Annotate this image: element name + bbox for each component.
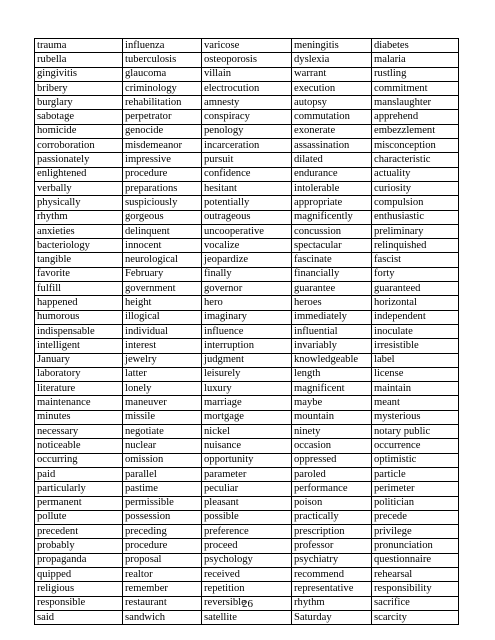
table-cell: optimistic bbox=[372, 453, 459, 467]
table-cell: pursuit bbox=[202, 153, 292, 167]
table-row bbox=[35, 553, 459, 567]
table-cell: pleasant bbox=[202, 496, 292, 510]
table-cell: corroboration bbox=[35, 139, 123, 153]
table-cell: suspiciously bbox=[123, 196, 202, 210]
table-cell: meant bbox=[372, 396, 459, 410]
table-cell: particle bbox=[372, 467, 459, 481]
table-cell: rehearsal bbox=[372, 567, 459, 581]
table-cell: humorous bbox=[35, 310, 123, 324]
table-cell: endurance bbox=[292, 167, 372, 181]
table-cell: occasion bbox=[292, 439, 372, 453]
table-cell: imaginary bbox=[202, 310, 292, 324]
table-cell: criminology bbox=[123, 81, 202, 95]
table-cell: restaurant bbox=[123, 596, 202, 610]
table-row bbox=[35, 453, 459, 467]
table-row bbox=[35, 382, 459, 396]
table-row bbox=[35, 353, 459, 367]
table-cell: irresistible bbox=[372, 339, 459, 353]
table-cell: rhythm bbox=[35, 210, 123, 224]
table-cell: preliminary bbox=[372, 224, 459, 238]
table-cell: permanent bbox=[35, 496, 123, 510]
table-cell: confidence bbox=[202, 167, 292, 181]
table-cell: independent bbox=[372, 310, 459, 324]
table-cell: literature bbox=[35, 382, 123, 396]
page-number: 26 bbox=[242, 598, 253, 610]
table-cell: incarceration bbox=[202, 139, 292, 153]
table-cell: outrageous bbox=[202, 210, 292, 224]
table-cell: illogical bbox=[123, 310, 202, 324]
table-cell: malaria bbox=[372, 53, 459, 67]
table-cell: preference bbox=[202, 525, 292, 539]
table-cell: delinquent bbox=[123, 224, 202, 238]
table-cell: opportunity bbox=[202, 453, 292, 467]
table-cell: magnificently bbox=[292, 210, 372, 224]
table-cell: influenza bbox=[123, 39, 202, 53]
table-cell: dilated bbox=[292, 153, 372, 167]
table-cell: characteristic bbox=[372, 153, 459, 167]
table-cell: invariably bbox=[292, 339, 372, 353]
table-row bbox=[35, 425, 459, 439]
table-cell: propaganda bbox=[35, 553, 123, 567]
table-cell: nuisance bbox=[202, 439, 292, 453]
table-cell: sandwich bbox=[123, 610, 202, 624]
table-cell: commutation bbox=[292, 110, 372, 124]
table-cell: embezzlement bbox=[372, 124, 459, 138]
table-row bbox=[35, 582, 459, 596]
table-row bbox=[35, 324, 459, 338]
table-cell: rubella bbox=[35, 53, 123, 67]
table-cell: prescription bbox=[292, 525, 372, 539]
table-cell: appropriate bbox=[292, 196, 372, 210]
table-cell: perpetrator bbox=[123, 110, 202, 124]
table-cell: judgment bbox=[202, 353, 292, 367]
table-cell: possible bbox=[202, 510, 292, 524]
table-cell: sabotage bbox=[35, 110, 123, 124]
table-cell: preparations bbox=[123, 181, 202, 195]
table-cell: penology bbox=[202, 124, 292, 138]
table-row bbox=[35, 410, 459, 424]
table-row bbox=[35, 139, 459, 153]
table-row bbox=[35, 339, 459, 353]
table-cell: recommend bbox=[292, 567, 372, 581]
table-cell: homicide bbox=[35, 124, 123, 138]
table-cell: license bbox=[372, 367, 459, 381]
table-cell: responsibility bbox=[372, 582, 459, 596]
table-cell: neurological bbox=[123, 253, 202, 267]
table-cell: representative bbox=[292, 582, 372, 596]
table-cell: warrant bbox=[292, 67, 372, 81]
table-cell: misconception bbox=[372, 139, 459, 153]
table-row bbox=[35, 396, 459, 410]
table-cell: hero bbox=[202, 296, 292, 310]
table-cell: guaranteed bbox=[372, 282, 459, 296]
table-cell: politician bbox=[372, 496, 459, 510]
table-cell: finally bbox=[202, 267, 292, 281]
table-cell: professor bbox=[292, 539, 372, 553]
table-cell: fascist bbox=[372, 253, 459, 267]
table-cell: scarcity bbox=[372, 610, 459, 624]
table-cell: proceed bbox=[202, 539, 292, 553]
table-row bbox=[35, 467, 459, 481]
table-cell: latter bbox=[123, 367, 202, 381]
table-cell: autopsy bbox=[292, 96, 372, 110]
table-cell: influential bbox=[292, 324, 372, 338]
table-row bbox=[35, 224, 459, 238]
table-cell: occurrence bbox=[372, 439, 459, 453]
table-cell: satellite bbox=[202, 610, 292, 624]
table-cell: magnificent bbox=[292, 382, 372, 396]
table-cell: favorite bbox=[35, 267, 123, 281]
table-row bbox=[35, 525, 459, 539]
table-cell: pronunciation bbox=[372, 539, 459, 553]
word-table-body bbox=[35, 39, 459, 625]
table-cell: said bbox=[35, 610, 123, 624]
table-cell: enthusiastic bbox=[372, 210, 459, 224]
table-row bbox=[35, 482, 459, 496]
table-row bbox=[35, 196, 459, 210]
table-cell: Saturday bbox=[292, 610, 372, 624]
table-row bbox=[35, 81, 459, 95]
table-cell: interest bbox=[123, 339, 202, 353]
table-cell: burglary bbox=[35, 96, 123, 110]
table-cell: maybe bbox=[292, 396, 372, 410]
table-row bbox=[35, 253, 459, 267]
table-cell: intelligent bbox=[35, 339, 123, 353]
table-row bbox=[35, 67, 459, 81]
table-cell: laboratory bbox=[35, 367, 123, 381]
table-row bbox=[35, 610, 459, 624]
table-cell: uncooperative bbox=[202, 224, 292, 238]
table-row bbox=[35, 53, 459, 67]
table-cell: pollute bbox=[35, 510, 123, 524]
table-cell: indispensable bbox=[35, 324, 123, 338]
table-row bbox=[35, 181, 459, 195]
table-cell: performance bbox=[292, 482, 372, 496]
table-cell: influence bbox=[202, 324, 292, 338]
table-row bbox=[35, 439, 459, 453]
table-cell: electrocution bbox=[202, 81, 292, 95]
table-row bbox=[35, 153, 459, 167]
table-cell: leisurely bbox=[202, 367, 292, 381]
table-cell: maintenance bbox=[35, 396, 123, 410]
table-cell: perimeter bbox=[372, 482, 459, 496]
table-row bbox=[35, 567, 459, 581]
table-cell: probably bbox=[35, 539, 123, 553]
table-cell: individual bbox=[123, 324, 202, 338]
table-cell: quipped bbox=[35, 567, 123, 581]
table-cell: verbally bbox=[35, 181, 123, 195]
table-row bbox=[35, 282, 459, 296]
table-cell: passionately bbox=[35, 153, 123, 167]
table-cell: happened bbox=[35, 296, 123, 310]
table-cell: nickel bbox=[202, 425, 292, 439]
table-cell: realtor bbox=[123, 567, 202, 581]
table-cell: January bbox=[35, 353, 123, 367]
table-cell: precede bbox=[372, 510, 459, 524]
table-cell: repetition bbox=[202, 582, 292, 596]
table-cell: necessary bbox=[35, 425, 123, 439]
table-row bbox=[35, 210, 459, 224]
table-cell: diabetes bbox=[372, 39, 459, 53]
table-cell: compulsion bbox=[372, 196, 459, 210]
table-cell: gingivitis bbox=[35, 67, 123, 81]
table-cell: apprehend bbox=[372, 110, 459, 124]
table-cell: omission bbox=[123, 453, 202, 467]
table-cell: responsible bbox=[35, 596, 123, 610]
table-cell: conspiracy bbox=[202, 110, 292, 124]
table-cell: hesitant bbox=[202, 181, 292, 195]
table-cell: rustling bbox=[372, 67, 459, 81]
table-cell: occurring bbox=[35, 453, 123, 467]
table-cell: precedent bbox=[35, 525, 123, 539]
table-cell: financially bbox=[292, 267, 372, 281]
table-cell: manslaughter bbox=[372, 96, 459, 110]
table-cell: trauma bbox=[35, 39, 123, 53]
table-cell: bribery bbox=[35, 81, 123, 95]
table-cell: parameter bbox=[202, 467, 292, 481]
table-row bbox=[35, 296, 459, 310]
table-cell: inoculate bbox=[372, 324, 459, 338]
table-cell: luxury bbox=[202, 382, 292, 396]
table-cell: jeopardize bbox=[202, 253, 292, 267]
table-cell: mortgage bbox=[202, 410, 292, 424]
table-cell: peculiar bbox=[202, 482, 292, 496]
table-cell: potentially bbox=[202, 196, 292, 210]
table-cell: rehabilitation bbox=[123, 96, 202, 110]
table-cell: parallel bbox=[123, 467, 202, 481]
table-cell: mountain bbox=[292, 410, 372, 424]
table-cell: jewelry bbox=[123, 353, 202, 367]
table-cell: guarantee bbox=[292, 282, 372, 296]
table-cell: interruption bbox=[202, 339, 292, 353]
table-cell: concussion bbox=[292, 224, 372, 238]
table-cell: anxieties bbox=[35, 224, 123, 238]
table-cell: negotiate bbox=[123, 425, 202, 439]
table-cell: curiosity bbox=[372, 181, 459, 195]
table-cell: practically bbox=[292, 510, 372, 524]
table-cell: tangible bbox=[35, 253, 123, 267]
table-row bbox=[35, 510, 459, 524]
table-cell: exonerate bbox=[292, 124, 372, 138]
table-cell: enlightened bbox=[35, 167, 123, 181]
table-cell: reversible bbox=[202, 596, 292, 610]
table-cell: procedure bbox=[123, 167, 202, 181]
table-cell: vocalize bbox=[202, 239, 292, 253]
table-cell: misdemeanor bbox=[123, 139, 202, 153]
table-cell: paid bbox=[35, 467, 123, 481]
table-cell: permissible bbox=[123, 496, 202, 510]
table-cell: pastime bbox=[123, 482, 202, 496]
table-cell: paroled bbox=[292, 467, 372, 481]
table-cell: height bbox=[123, 296, 202, 310]
table-cell: mysterious bbox=[372, 410, 459, 424]
table-cell: gorgeous bbox=[123, 210, 202, 224]
table-cell: fulfill bbox=[35, 282, 123, 296]
table-cell: dyslexia bbox=[292, 53, 372, 67]
table-cell: genocide bbox=[123, 124, 202, 138]
table-cell: missile bbox=[123, 410, 202, 424]
table-cell: remember bbox=[123, 582, 202, 596]
table-cell: questionnaire bbox=[372, 553, 459, 567]
table-cell: label bbox=[372, 353, 459, 367]
table-cell: tuberculosis bbox=[123, 53, 202, 67]
table-row bbox=[35, 96, 459, 110]
table-row bbox=[35, 310, 459, 324]
table-cell: immediately bbox=[292, 310, 372, 324]
table-cell: government bbox=[123, 282, 202, 296]
table-cell: sacrifice bbox=[372, 596, 459, 610]
table-cell: glaucoma bbox=[123, 67, 202, 81]
table-cell: procedure bbox=[123, 539, 202, 553]
table-cell: impressive bbox=[123, 153, 202, 167]
table-row bbox=[35, 110, 459, 124]
table-row bbox=[35, 239, 459, 253]
table-cell: osteoporosis bbox=[202, 53, 292, 67]
table-cell: oppressed bbox=[292, 453, 372, 467]
table-row bbox=[35, 539, 459, 553]
table-cell: amnesty bbox=[202, 96, 292, 110]
table-cell: lonely bbox=[123, 382, 202, 396]
table-cell: meningitis bbox=[292, 39, 372, 53]
table-cell: villain bbox=[202, 67, 292, 81]
table-cell: psychiatry bbox=[292, 553, 372, 567]
table-cell: actuality bbox=[372, 167, 459, 181]
table-cell: governor bbox=[202, 282, 292, 296]
table-cell: privilege bbox=[372, 525, 459, 539]
table-row bbox=[35, 496, 459, 510]
table-cell: innocent bbox=[123, 239, 202, 253]
table-row bbox=[35, 267, 459, 281]
table-cell: forty bbox=[372, 267, 459, 281]
table-cell: maintain bbox=[372, 382, 459, 396]
table-cell: ninety bbox=[292, 425, 372, 439]
table-cell: heroes bbox=[292, 296, 372, 310]
table-cell: rhythm bbox=[292, 596, 372, 610]
word-list-table bbox=[34, 38, 459, 625]
table-cell: execution bbox=[292, 81, 372, 95]
table-cell: commitment bbox=[372, 81, 459, 95]
table-cell: marriage bbox=[202, 396, 292, 410]
table-cell: length bbox=[292, 367, 372, 381]
table-cell: possession bbox=[123, 510, 202, 524]
table-cell: received bbox=[202, 567, 292, 581]
table-cell: physically bbox=[35, 196, 123, 210]
table-cell: assassination bbox=[292, 139, 372, 153]
table-cell: bacteriology bbox=[35, 239, 123, 253]
table-cell: preceding bbox=[123, 525, 202, 539]
table-cell: spectacular bbox=[292, 239, 372, 253]
table-row bbox=[35, 39, 459, 53]
table-cell: minutes bbox=[35, 410, 123, 424]
table-cell: noticeable bbox=[35, 439, 123, 453]
table-cell: nuclear bbox=[123, 439, 202, 453]
table-cell: psychology bbox=[202, 553, 292, 567]
table-cell: February bbox=[123, 267, 202, 281]
table-cell: poison bbox=[292, 496, 372, 510]
table-cell: fascinate bbox=[292, 253, 372, 267]
table-cell: relinquished bbox=[372, 239, 459, 253]
table-cell: horizontal bbox=[372, 296, 459, 310]
table-row bbox=[35, 167, 459, 181]
table-cell: particularly bbox=[35, 482, 123, 496]
table-cell: notary public bbox=[372, 425, 459, 439]
table-cell: intolerable bbox=[292, 181, 372, 195]
table-cell: maneuver bbox=[123, 396, 202, 410]
table-cell: religious bbox=[35, 582, 123, 596]
table-cell: proposal bbox=[123, 553, 202, 567]
table-row bbox=[35, 367, 459, 381]
table-cell: knowledgeable bbox=[292, 353, 372, 367]
table-cell: varicose bbox=[202, 39, 292, 53]
table-row bbox=[35, 124, 459, 138]
